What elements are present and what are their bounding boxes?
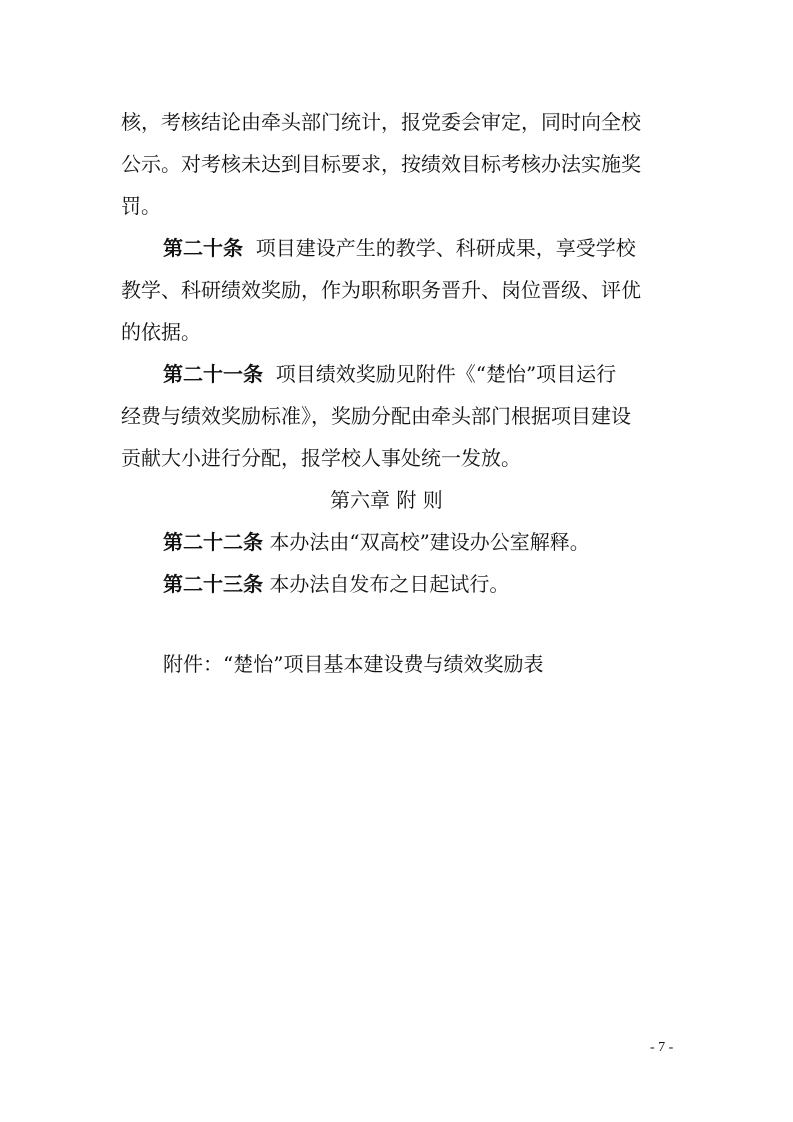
body-text-line: 贡献大小进行分配，报学校人事处统一发放。 [121,446,521,470]
attachment-note: 附件：“楚怡”项目基本建设费与绩效奖励表 [163,652,544,676]
page-number: - 7 - [650,1040,674,1055]
article-23-heading: 第二十三条 [163,572,263,596]
article-22-heading: 第二十二条 [163,530,263,554]
body-text-line: 经费与绩效奖励标准》，奖励分配由牵头部门根据项目建设 [121,404,631,428]
article-20-heading: 第二十条 [163,236,243,260]
article-22-line [163,530,590,554]
article-23-line [163,572,509,596]
article-21-heading: 第二十一条 [163,362,263,386]
article-21-first-line [163,362,616,386]
article-21-text: 项目绩效奖励见附件《“楚怡”项目运行 [275,362,617,386]
body-text-line: 的依据。 [121,320,201,344]
article-22-text: 本办法由“双高校”建设办公室解释。 [269,530,590,554]
article-23-text: 本办法自发布之日起试行。 [269,572,510,596]
body-text-line: 教学、科研绩效奖励，作为职称职务晋升、岗位晋级、评优 [121,278,641,302]
chapter-title: 第六章 附 则 [330,488,443,512]
article-20-text: 项目建设产生的教学、科研成果，享受学校 [255,236,636,260]
body-text-line: 公示。对考核未达到目标要求，按绩效目标考核办法实施奖 [121,152,641,176]
body-text-line: 罚。 [121,194,161,218]
article-20-first-line [163,236,636,260]
body-text-line: 核，考核结论由牵头部门统计，报党委会审定，同时向全校 [121,110,641,134]
